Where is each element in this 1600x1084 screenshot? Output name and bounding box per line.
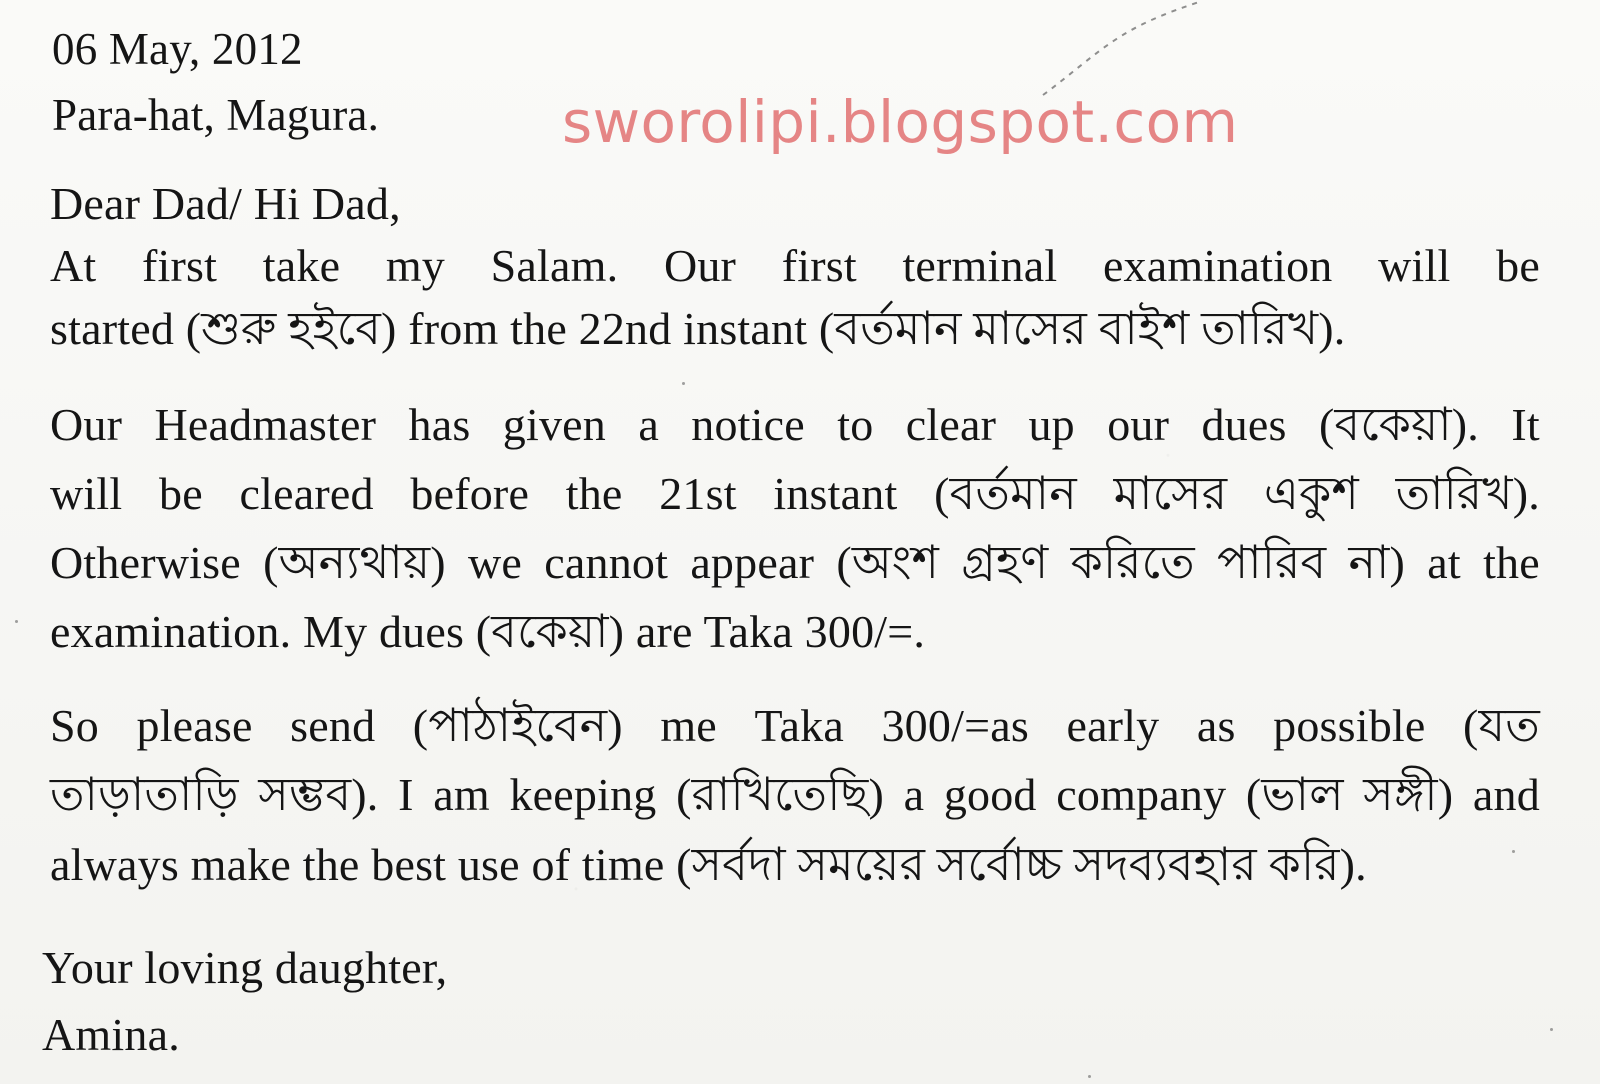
word: (অন্যথায়) — [263, 537, 446, 588]
word: I — [398, 769, 414, 820]
paragraph-3-line-2 — [50, 769, 1540, 820]
word: (অংশ — [836, 537, 940, 588]
word: at — [1427, 537, 1461, 588]
word: the — [565, 468, 623, 519]
paragraph-1-line-2: started (শুরু হইবে) from the 22nd instant (বর্তমান মাসের বাইশ তারিখ). — [50, 303, 1346, 354]
word: before — [410, 468, 530, 519]
paper-speck — [1088, 1075, 1091, 1078]
word: সঙ্গী) — [1363, 769, 1454, 820]
paper-speck — [15, 620, 18, 623]
word: our — [1107, 399, 1170, 450]
word: cannot — [544, 537, 669, 588]
word: notice — [691, 399, 805, 450]
word: company — [1056, 769, 1227, 820]
word: Our — [663, 240, 737, 291]
word: good — [943, 769, 1037, 820]
word: Otherwise — [50, 537, 241, 588]
word: So — [50, 700, 99, 751]
word: examination — [1102, 240, 1333, 291]
word: 300/=as — [881, 700, 1029, 751]
word: am — [433, 769, 490, 820]
word: (ভাল — [1245, 769, 1344, 820]
word: It — [1511, 399, 1540, 450]
word: করিতে — [1070, 537, 1195, 588]
word: সম্ভব). — [258, 769, 379, 820]
word: as — [1196, 700, 1236, 751]
word: তারিখ). — [1395, 468, 1540, 519]
word: up — [1028, 399, 1075, 450]
word: take — [262, 240, 341, 291]
word: a — [903, 769, 925, 820]
paragraph-3-line-3: always make the best use of time (সর্বদা সময়ের সর্বোচ্চ সদব্যবহার করি). — [50, 839, 1367, 890]
word: Headmaster — [154, 399, 377, 450]
blog-watermark: sworolipi.blogspot.com — [562, 88, 1239, 156]
word: (রাখিতেছি) — [676, 769, 884, 820]
word: first — [142, 240, 218, 291]
letter-date: 06 May, 2012 — [52, 24, 303, 74]
word: (বকেয়া). — [1318, 399, 1479, 450]
paragraph-1-line-1 — [50, 240, 1540, 291]
word: terminal — [902, 240, 1058, 291]
word: না) — [1348, 537, 1406, 588]
word: গ্রহণ — [961, 537, 1049, 588]
word: the — [1483, 537, 1540, 588]
word: will — [50, 468, 123, 519]
word: appear — [690, 537, 815, 588]
word: be — [1496, 240, 1540, 291]
word: তাড়াতাড়ি — [50, 769, 239, 820]
word: dues — [1201, 399, 1287, 450]
paragraph-2-line-3 — [50, 537, 1540, 588]
word: At — [50, 240, 97, 291]
word: Salam. — [490, 240, 619, 291]
word: (বর্তমান — [934, 468, 1077, 519]
word: মাসের — [1113, 468, 1228, 519]
word: (পাঠাইবেন) — [412, 700, 623, 751]
word: my — [385, 240, 445, 291]
paper-speck — [1512, 850, 1515, 853]
word: instant — [773, 468, 898, 519]
word: we — [468, 537, 523, 588]
word: has — [408, 399, 471, 450]
word: first — [781, 240, 857, 291]
word: me — [660, 700, 717, 751]
letter-place: Para-hat, Magura. — [52, 90, 380, 140]
word: 21st — [659, 468, 737, 519]
word: clear — [905, 399, 997, 450]
salutation: Dear Dad/ Hi Dad, — [50, 178, 401, 229]
word: একুশ — [1263, 468, 1359, 519]
signature-name: Amina. — [42, 1009, 180, 1060]
word: will — [1378, 240, 1451, 291]
paragraph-2-line-1 — [50, 399, 1540, 450]
paragraph-2-line-2 — [50, 468, 1540, 519]
word: cleared — [239, 468, 374, 519]
word: and — [1472, 769, 1540, 820]
word: please — [136, 700, 253, 751]
paper-speck — [1550, 1028, 1553, 1031]
word: early — [1066, 700, 1160, 751]
paragraph-3-line-1 — [50, 700, 1540, 751]
closing-line: Your loving daughter, — [42, 942, 448, 993]
word: Taka — [754, 700, 844, 751]
word: send — [290, 700, 376, 751]
word: to — [837, 399, 874, 450]
word: possible — [1273, 700, 1426, 751]
word: (যত — [1463, 700, 1540, 751]
word: given — [502, 399, 606, 450]
word: a — [638, 399, 659, 450]
paragraph-2-line-4: examination. My dues (বকেয়া) are Taka 300/=. — [50, 606, 926, 657]
word: be — [159, 468, 203, 519]
word: keeping — [509, 769, 657, 820]
paper-speck — [682, 382, 685, 385]
word: পারিব — [1217, 537, 1327, 588]
word: Our — [50, 399, 123, 450]
